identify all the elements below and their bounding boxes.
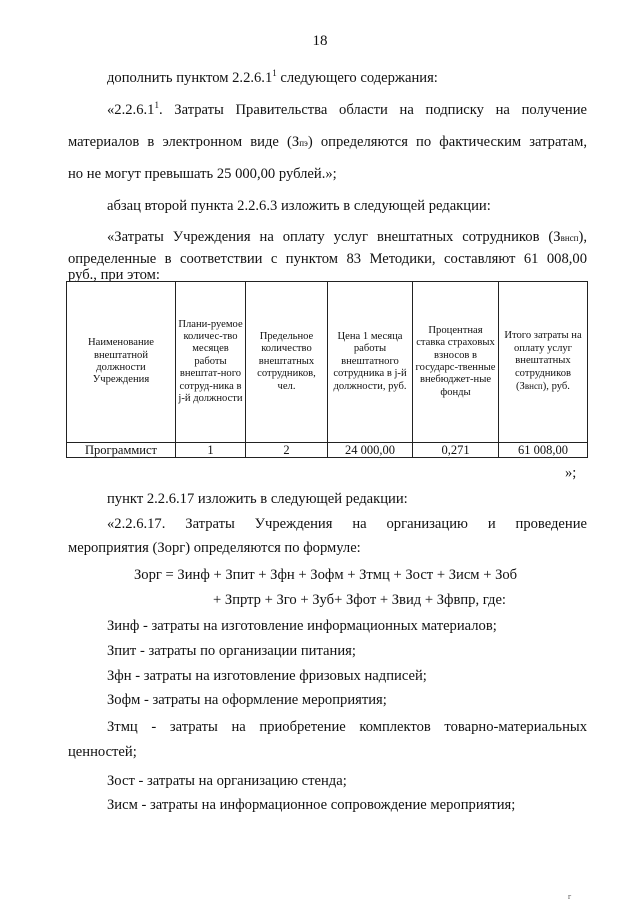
definition-line: Зинф - затраты на изготовление информационных материалов; [107,618,497,634]
table-cell: 24 000,00 [328,443,413,458]
text-line: определенные в соответствии с пунктом 83 Методики, составляют 61 008,00 [68,251,587,267]
corner-mark: г [568,892,572,901]
text-line: «2.2.6.1$^1$. Затраты Правительства области на подписку на получение [107,100,587,118]
definition-line: Зпит - затраты по организации питания; [107,643,356,659]
table-cell: 1 [176,443,246,458]
text-line: пункт 2.2.6.17 изложить в следующей редакции: [107,491,408,507]
text-line: абзац второй пункта 2.2.6.3 изложить в следующей редакции: [107,198,491,214]
text-line: дополнить пунктом 2.2.6.1$^1$ следующего содержания: [107,68,438,86]
definition-line: Зисм - затраты на информационное сопровождение мероприятия; [107,797,516,813]
table-cell: 61 008,00 [499,443,588,458]
definition-line: ценностей; [68,744,137,760]
definition-line: Зофм - затраты на оформление мероприятия; [107,692,387,708]
table-row [67,443,588,458]
formula-line: + Зпртр + Зго + Зуб+ Зфот + Звид + Зфвпр, где: [213,592,506,608]
definition-line: Зост - затраты на организацию стенда; [107,773,347,789]
text-line: мероприятия (Зорг) определяются по формуле: [68,540,361,556]
table-header-cell: Процентная ставка страховых взносов в государс-твенные внебюджет-ные фонды [413,282,499,443]
page-number: 18 [312,33,328,49]
costs-table [66,281,588,458]
table-cell: Программист [67,443,176,458]
table-header-cell: Итого затраты на оплату услуг внештатных сотрудников (Звнсп), руб. [499,282,588,443]
table-header-cell: Цена 1 месяца работы внештатного сотрудника в j-й должности, руб. [328,282,413,443]
text-line: руб., при этом: [68,267,160,283]
table-cell: 0,271 [413,443,499,458]
table-cell: 2 [246,443,328,458]
formula-line: Зорг = Зинф + Зпит + Зфн + Зофм + Зтмц + Зост + Зисм + Зоб [134,567,518,583]
text-line: материалов в электронном виде (Зпэ) определяются по фактическим затратам, [68,134,587,150]
definition-line: Зтмц - затраты на приобретение комплектов товарно-материальных [107,719,587,735]
table-header-cell: Наименование внештатной должности Учреждения [67,282,176,443]
text-line: но не могут превышать 25 000,00 рублей.»; [68,166,337,182]
table-header-cell: Плани-руемое количес-тво месяцев работы внештат-ного сотруд-ника в j-й должности [176,282,246,443]
text-line: «Затраты Учреждения на оплату услуг внештатных сотрудников (Звнсп), [107,229,587,245]
closing-quote: »; [565,465,577,481]
text-line: «2.2.6.17. Затраты Учреждения на организацию и проведение [107,516,587,532]
table-header-cell: Предельное количество внештатных сотрудников, чел. [246,282,328,443]
table-header-row [67,282,588,443]
definition-line: Зфн - затраты на изготовление фризовых надписей; [107,668,427,684]
